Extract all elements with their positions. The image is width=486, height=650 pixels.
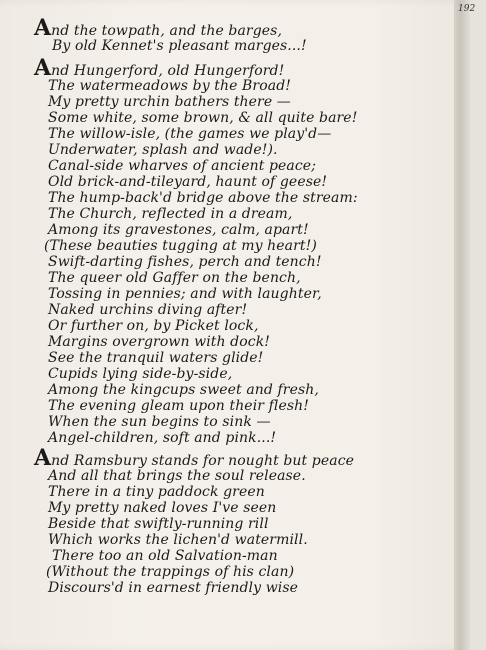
poem-line: Swift-darting fishes, perch and tench! [48, 254, 322, 270]
poem-line: Among the kingcups sweet and fresh, [48, 382, 319, 398]
poem-line: And the towpath, and the barges, [34, 15, 283, 41]
page-number: 192 [458, 4, 476, 14]
poem-line: There in a tiny paddock green [48, 484, 265, 500]
poem-line: Discours'd in earnest friendly wise [48, 580, 299, 596]
poem-line: (These beauties tugging at my heart!) [44, 238, 317, 254]
poem-line: Or further on, by Picket lock, [48, 318, 259, 334]
poem-line: The Church, reflected in a dream, [48, 206, 293, 222]
poem-line: My pretty naked loves I've seen [48, 500, 277, 516]
poem-line: And Hungerford, old Hungerford! [34, 55, 285, 81]
poem-line: Angel-children, soft and pink...! [48, 430, 277, 446]
poem-line: The watermeadows by the Broad! [48, 78, 291, 94]
poem-line: My pretty urchin bathers there — [48, 94, 291, 110]
poem-line: See the tranquil waters glide! [48, 350, 264, 366]
poem-line: Among its gravestones, calm, apart! [48, 222, 309, 238]
poem-line: Tossing in pennies; and with laughter, [48, 286, 322, 302]
poem-line: The hump-back'd bridge above the stream: [48, 190, 358, 206]
poem-line: Margins overgrown with dock! [48, 334, 271, 350]
poem-line: Beside that swiftly-running rill [48, 516, 269, 532]
poem-line: (Without the trappings of his clan) [46, 564, 295, 580]
poem-line: The willow-isle, (the games we play'd— [48, 126, 332, 142]
poem-line: And all that brings the soul release. [48, 468, 306, 484]
poem-line: The evening gleam upon their flesh! [48, 398, 309, 414]
poem-line: Which works the lichen'd watermill. [48, 532, 308, 548]
poem-line: And Ramsbury stands for nought but peace [34, 445, 355, 471]
poem-line: Canal-side wharves of ancient peace; [48, 158, 317, 174]
poem-line: The queer old Gaffer on the bench, [48, 270, 301, 286]
poem-line: When the sun begins to sink — [48, 414, 271, 430]
poem-line: Cupids lying side-by-side, [48, 366, 233, 382]
poem-line: Naked urchins diving after! [48, 302, 248, 318]
poem-line: Some white, some brown, & all quite bare! [48, 110, 358, 126]
poem-line: Old brick-and-tileyard, haunt of geese! [48, 174, 328, 190]
poem-line: There too an old Salvation-man [52, 548, 278, 564]
poem-line: By old Kennet's pleasant marges...! [52, 38, 307, 54]
poem-line: Underwater, splash and wade!). [48, 142, 278, 158]
